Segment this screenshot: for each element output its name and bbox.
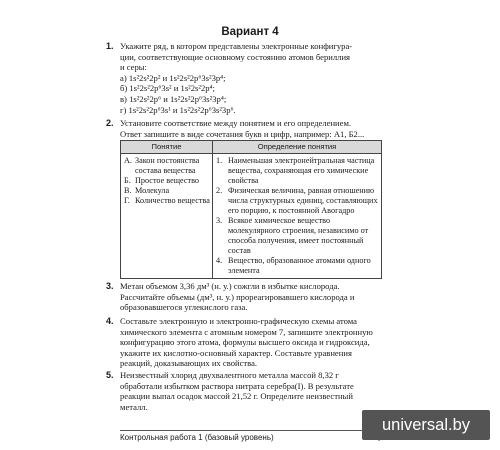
task-text-line: и серы: — [120, 62, 147, 73]
task-text: Неизвестный хлорид двухвалентного металла массой 8,32 г обработали избытком раствора нитрата серебра(I). В результате реакции выпал осадок массой 21,52 г. Определите неизвестный металл. — [120, 370, 354, 412]
concept-item: А. Закон постоянства состава вещества — [124, 156, 200, 175]
footer-title: Контрольная работа 1 (базовый уровень) — [120, 433, 274, 442]
task-5 — [106, 370, 382, 412]
answer-option: в) 1s²2s²2p⁶ и 1s²2s²2p⁶3s²3p⁴; — [120, 93, 227, 104]
definitions-cell — [213, 154, 382, 279]
task-text: Составьте электронную и электронно-графическую схемы атома химического элемента с атомным номером 7, запишите электронную конфигурацию этого атома, формулы высшего оксида и гидроксида, укажите их кислотно-основный характер. Составьте уравнения реакций, доказывающих их свойства. — [120, 316, 373, 369]
page-title: Вариант 4 — [221, 26, 279, 38]
task-4 — [106, 316, 382, 369]
page-footer — [120, 430, 382, 443]
answer-option: а) 1s²2s²2p² и 1s²2s²2p⁶3s²3p⁴; — [120, 72, 226, 83]
task-number: 3. — [106, 281, 114, 291]
definition-item: 2. Физическая величина, равная отношению числа структурных единиц, составляющих его порцию, к постоянной Авогадро — [216, 186, 378, 215]
task-text-line: Установите соответствие между понятием и его определением. — [120, 118, 352, 128]
table-header-definition: Определение понятия — [213, 141, 382, 154]
matching-table — [120, 140, 382, 279]
watermark-badge: universal.by — [362, 410, 490, 440]
task-number: 1. — [106, 41, 114, 51]
concept-item: В. Молекула — [124, 186, 170, 195]
task-text-line: Укажите ряд, в котором представлены электронные конфигура- — [120, 41, 353, 51]
task-number: 4. — [106, 316, 114, 326]
answer-option: г) 1s²2s²2p⁶3s¹ и 1s²2s²2p⁶3s²3p⁶. — [120, 104, 236, 115]
task-number: 5. — [106, 370, 114, 380]
definition-item: 1. Наименьшая электронейтральная частица вещества, сохраняющая его химические свойства — [216, 156, 375, 185]
task-1 — [106, 41, 382, 115]
concept-item: Б. Простое вещество — [124, 176, 199, 185]
task-2 — [106, 118, 382, 139]
task-number: 2. — [106, 118, 114, 128]
task-text-line: ции, соответствующие основному состоянию атомов бериллия — [120, 51, 350, 62]
table-header-concept: Понятие — [121, 141, 213, 154]
definition-item: 3. Всякое химическое вещество молекулярного строения, независимо от способа получения, имеет постоянный состав — [216, 216, 369, 255]
task-text-line: Ответ запишите в виде сочетания букв и цифр, например: А1, Б2... — [120, 128, 365, 139]
concepts-cell — [121, 154, 213, 279]
definition-item: 4. Вещество, образованное атомами одного элемента — [216, 256, 371, 275]
answer-option: б) 1s²2s²2p⁶3s² и 1s²2s²2p⁴; — [120, 83, 215, 94]
concept-item: Г. Количество вещества — [124, 196, 210, 205]
task-text: Метан объемом 3,36 дм³ (н. у.) сожгли в избытке кислорода. Рассчитайте объемы (дм³, н. у.) прореагировавшего кислорода и образовавшегося углекислого газа. — [120, 281, 355, 313]
task-3 — [106, 281, 382, 313]
